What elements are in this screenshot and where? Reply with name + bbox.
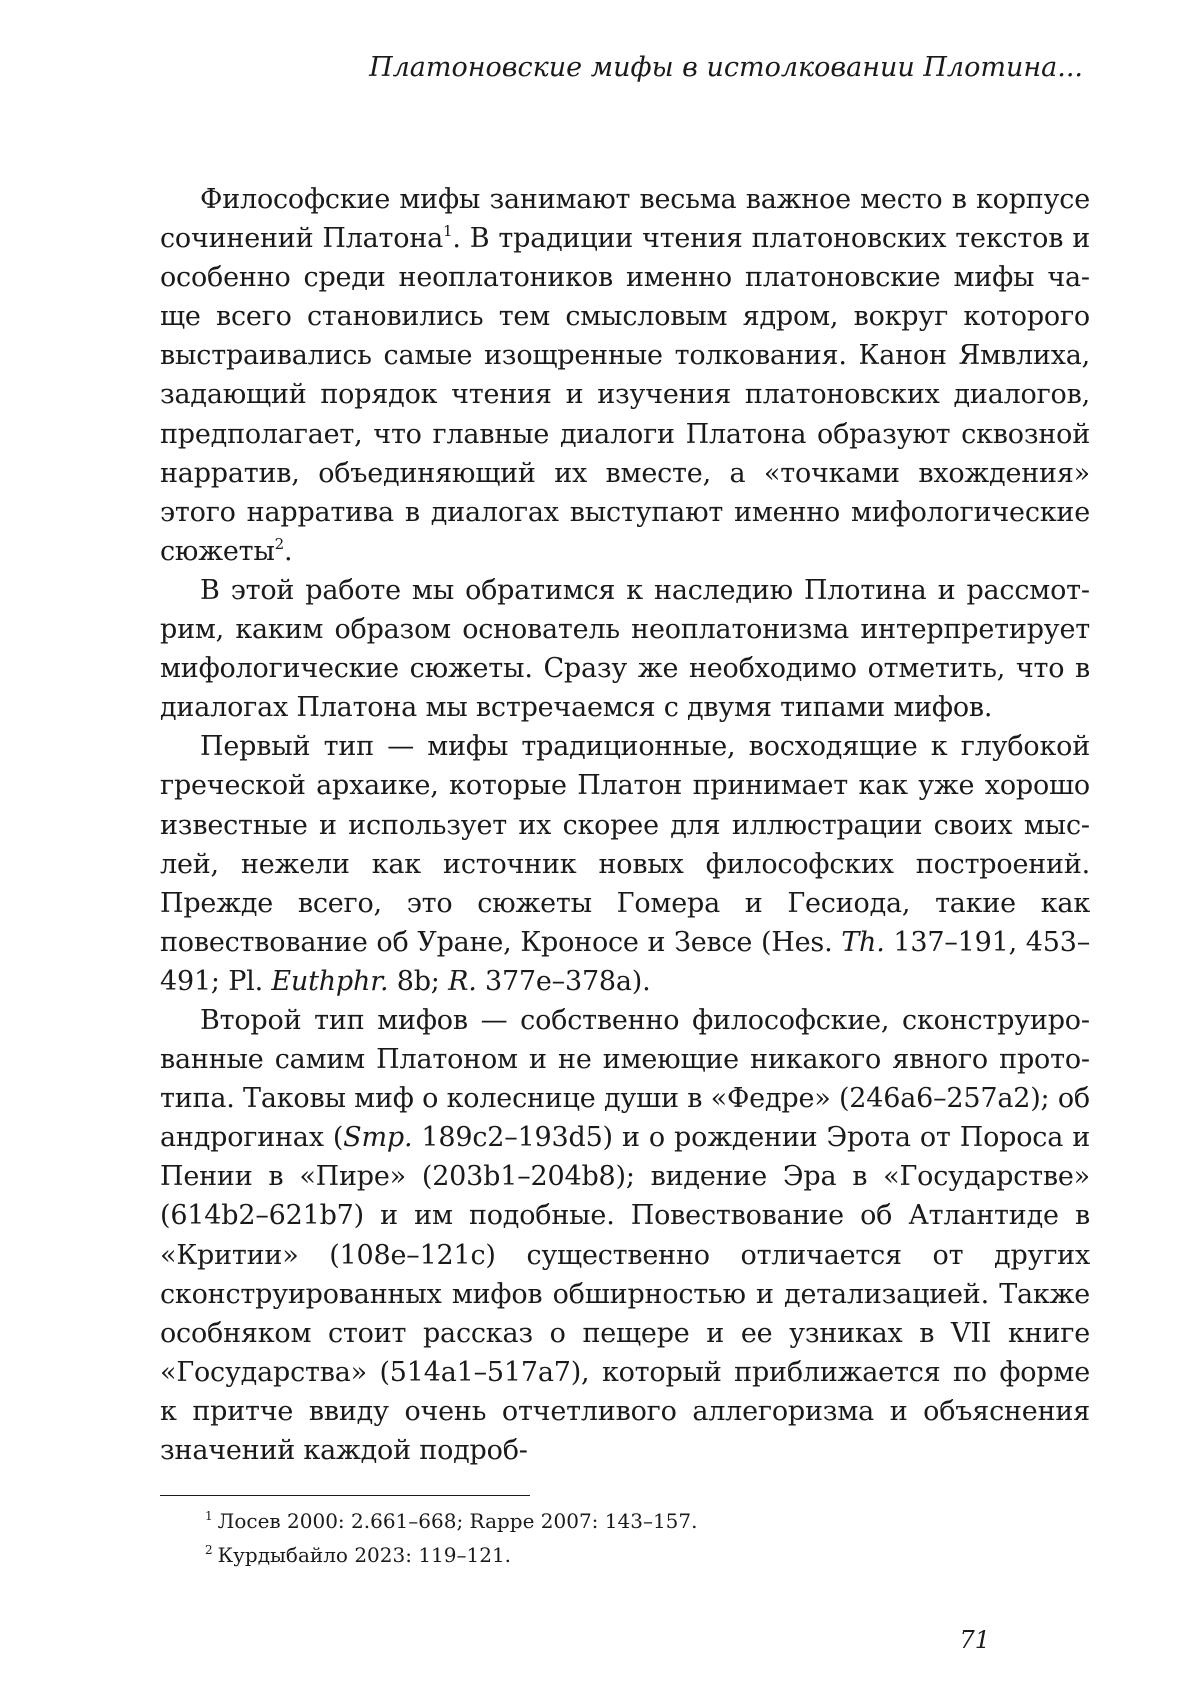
footnote-2 xyxy=(205,1538,697,1572)
paragraph-3-text-1: Первый тип — мифы традиционные, восходящие к глубокой греческой архаике, которые Платон принимает как уже хорошо известные и использует их скорее для иллюстрации своих мыслей, нежели как источник новых философских построений. Прежде всего, это сюжеты Гомера и Гесиода, такие как повествование об Уране, Кроносе и Зевсе (Hes. xyxy=(160,731,1090,958)
paragraph-1-text-3: . xyxy=(284,535,293,567)
paragraph-1 xyxy=(160,180,1090,571)
paragraph-4-text-1: Второй тип мифов — собственно философские, сконструированные самим Платоном и не имеющие никакого явного прототипа. Таковы миф о колеснице души в «Федре» (246a6–257a2); об андрогинах ( xyxy=(160,1004,1090,1154)
paragraph-3-text-2: 137–191, 453–491; Pl. xyxy=(160,926,1090,997)
paragraph-3 xyxy=(160,727,1090,1001)
footnote-1 xyxy=(205,1504,697,1538)
paragraph-2 xyxy=(160,571,1090,727)
paragraph-1-text-1: Философские мифы занимают весьма важное место в корпусе сочинений Платона xyxy=(160,184,1090,255)
citation-abbrev: R. xyxy=(448,965,477,997)
footnote-text: Курдыбайло 2023: 119–121. xyxy=(217,1543,512,1567)
paragraph-3-text-4: 377e–378a). xyxy=(476,965,651,997)
footnotes xyxy=(205,1504,697,1572)
running-head: Платоновские мифы в истолковании Плотина... xyxy=(369,52,1083,83)
footnote-marker: 2 xyxy=(205,1543,213,1557)
footnote-marker: 1 xyxy=(205,1509,213,1523)
footnote-ref-1[interactable]: 1 xyxy=(443,222,453,241)
page-number: 71 xyxy=(959,1626,990,1654)
body-text xyxy=(160,180,1090,1470)
paragraph-2-text: В этой работе мы обратимся к наследию Плотина и рассмотрим, каким образом основатель неоплатонизма интерпретирует мифологические сюжеты. Сразу же необходимо отметить, что в диалогах Платона мы встречаемся с двумя типами мифов. xyxy=(160,574,1090,724)
citation-abbrev: Euthphr. xyxy=(271,965,389,997)
citation-abbrev: Smp. xyxy=(343,1122,413,1154)
paragraph-3-text-3: 8b; xyxy=(388,965,449,997)
paragraph-1-text-2: . В традиции чтения платоновских текстов и особенно среди неоплатоников именно платоновские мифы чаще всего становились тем смысловым ядром, вокруг которого выстраивались самые изощренные толкования. Канон Ямвлиха, задающий порядок чтения и изучения платоновских диалогов, предполагает, что главные диалоги Платона образуют сквозной нарратив, объединяющий их вместе, а «точками вхождения» этого нарратива в диалогах выступают именно мифологические сюжеты xyxy=(160,223,1090,567)
footnote-ref-2[interactable]: 2 xyxy=(274,534,285,553)
paragraph-4-text-2: 189c2–193d5) и о рождении Эрота от Пороса и Пении в «Пире» (203b1–204b8); видение Эра в «Государстве» (614b2–621b7) и им подобные. Повествование об Атлантиде в «Критии» (108e–121c) существенно отличается от других сконструированных мифов обширностью и детализацией. Также особняком стоит рассказ о пещере и ее узниках в VII книге «Государства» (514a1–517a7), который приближается по форме к притче ввиду очень отчетливого аллегоризма и объяснения значений каждой подроб- xyxy=(160,1122,1090,1466)
footnote-text: Лосев 2000: 2.661–668; Rappe 2007: 143–157. xyxy=(217,1509,698,1533)
paragraph-4 xyxy=(160,1001,1090,1470)
citation-abbrev: Th. xyxy=(841,926,885,958)
footnote-divider xyxy=(160,1495,530,1496)
